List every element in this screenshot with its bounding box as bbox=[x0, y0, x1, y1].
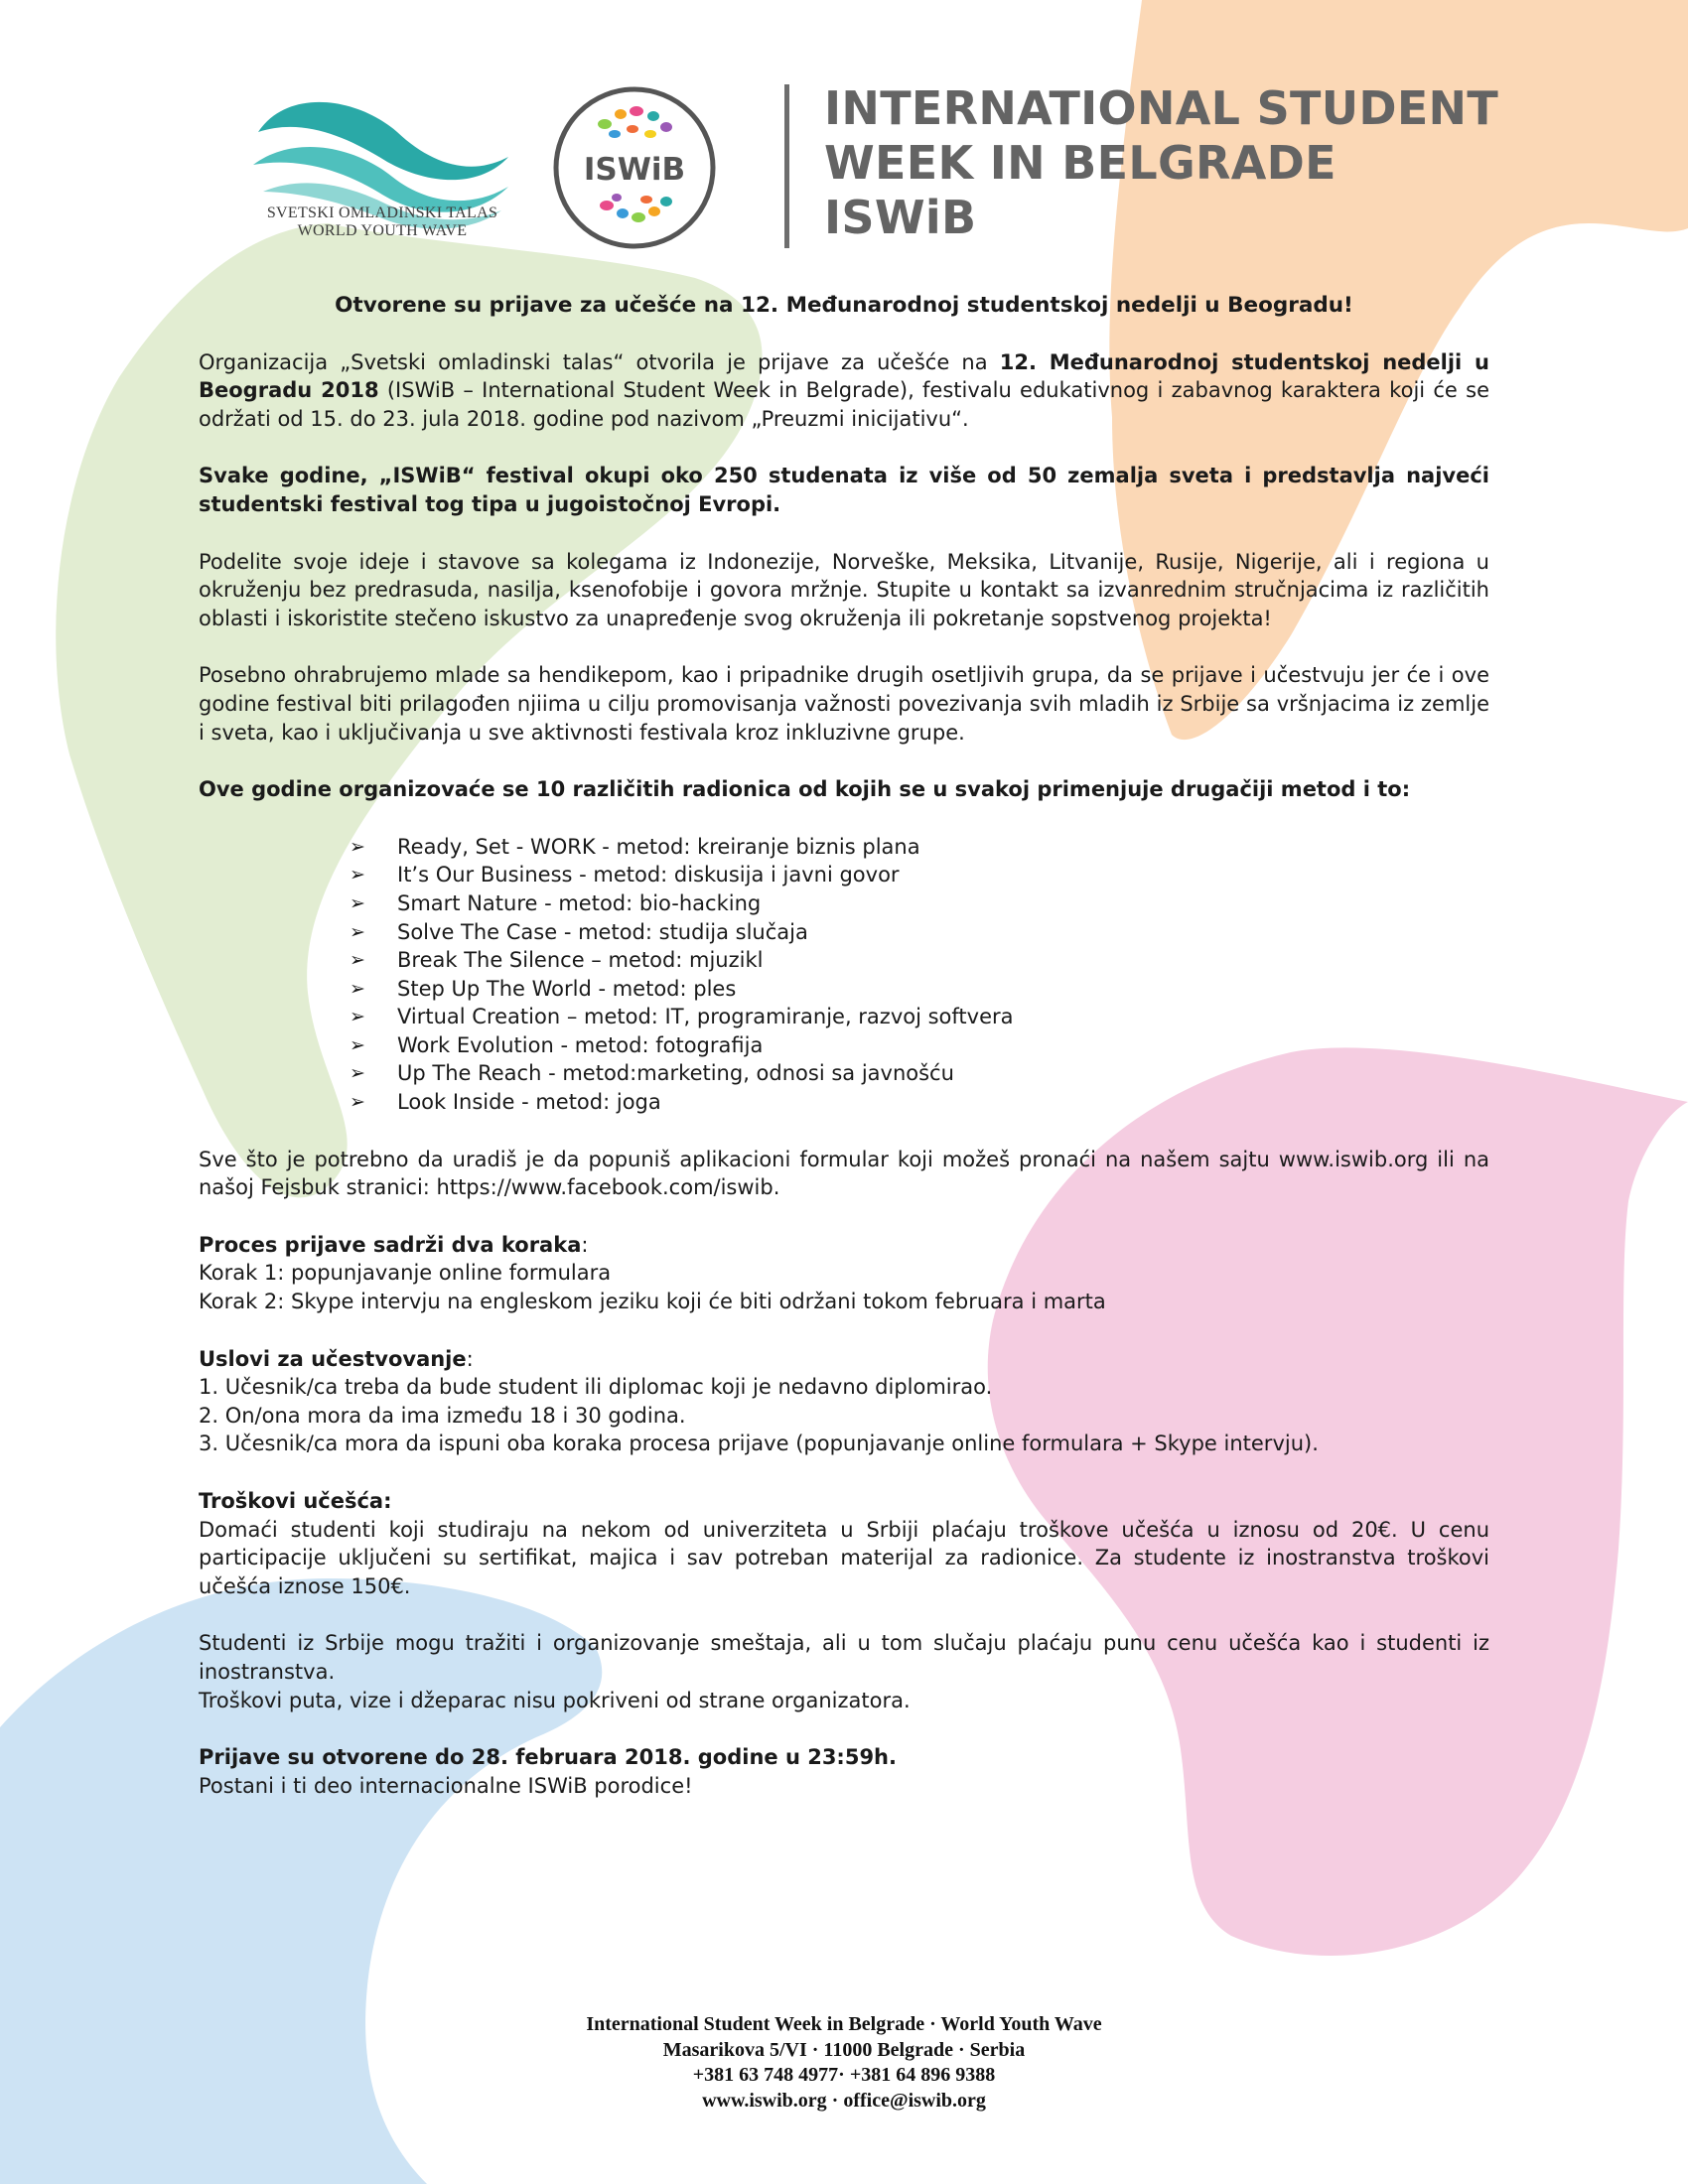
intro-part2: (ISWiB – International Student Week in Belgrade), festivalu edukativnog i zabavnog karaktera koji će se održati od 15. do 23. jula 2018. godine pod nazivom „Preuzmi inicijativu“. bbox=[199, 378, 1489, 431]
closing-line: Postani i ti deo internacionalne ISWiB porodice! bbox=[199, 1773, 693, 1798]
wave-caption-line1: SVETSKI OMLADINSKI TALAS bbox=[266, 205, 498, 221]
apply-paragraph: Sve što je potrebno da uradiš je da popuniš aplikacioni formular koji možeš pronaći na našem sajtu www.iswib.org ili na našoj Fejsbuk stranici: https://www.facebook.com/iswib. bbox=[199, 1147, 1489, 1200]
workshop-list bbox=[350, 833, 1489, 1117]
accommodation-paragraph: Studenti iz Srbije mogu tražiti i organizovanje smeštaja, ali u tom slučaju plaćaju punu cenu učešća kao i studenti iz inostranstva. bbox=[199, 1631, 1489, 1684]
list-item: ➢ It’s Our Business - metod: diskusija i javni govor bbox=[350, 861, 1489, 889]
inclusion-paragraph: Posebno ohrabrujemo mlade sa hendikepom, kao i pripadnike drugih osetljivih grupa, da se prijave i učestvuju jer će i ove godine festival biti prilagođen njiima u cilju promovisanja važnosti povezivanja svih mladih iz Srbije sa vršnjacima iz zemlje i sveta, kao i uključivanja u sve aktivnosti festivala kroz inkluzivne grupe. bbox=[199, 663, 1489, 745]
list-item: ➢ Break The Silence – metod: mjuzikl bbox=[350, 946, 1489, 975]
iswib-badge-logo bbox=[551, 84, 718, 251]
arrow-bullet-icon: ➢ bbox=[350, 1006, 365, 1028]
process-step-1: Korak 1: popunjavanje online formulara bbox=[199, 1261, 612, 1286]
list-item: ➢ Look Inside - metod: joga bbox=[350, 1088, 1489, 1117]
footer-address: Masarikova 5/VI · 11000 Belgrade · Serbia bbox=[662, 2038, 1026, 2061]
ideas-paragraph: Podelite svoje ideje i stavove sa kolegama iz Indonezije, Norveške, Meksika, Litvanije, Rusije, Nigerije, ali i regiona u okruženju bez predrasuda, nasilja, ksenofobije i govora mržnje. Stupite u kontakt sa izvanrednim stručnjacima iz različitih oblasti i iskoristite stečeno iskustvo za unapređenje svog okruženja ili pokretanje sopstvenog projekta! bbox=[199, 549, 1489, 630]
list-item: ➢ Step Up The World - metod: ples bbox=[350, 975, 1489, 1004]
list-item: ➢ Solve The Case - metod: studija slučaja bbox=[350, 918, 1489, 947]
footer-phones: +381 63 748 4977· +381 64 896 9388 bbox=[692, 2064, 996, 2086]
workshops-intro: Ove godine organizovaće se 10 različitih radionica od kojih se u svakoj primenjuje drugačiji metod i to: bbox=[199, 777, 1411, 802]
deadline-line: Prijave su otvorene do 28. februara 2018. godine u 23:59h. bbox=[199, 1745, 897, 1770]
footer-line1: International Student Week in Belgrade · World Youth Wave bbox=[586, 2013, 1102, 2035]
headline: Otvorene su prijave za učešće na 12. Međunarodnoj studentskoj nedelji u Beogradu! bbox=[335, 293, 1353, 318]
process-heading: Proces prijave sadrži dva koraka: bbox=[199, 1232, 589, 1257]
title-line2: WEEK IN BELGRADE bbox=[824, 136, 1336, 190]
header-divider bbox=[784, 84, 789, 248]
header-title bbox=[824, 81, 1498, 245]
condition-item: 3. Učesnik/ca mora da ispuni oba koraka procesa prijave (popunjavanje online formulara + Skype intervju). bbox=[199, 1432, 1319, 1456]
footer-web-email: www.iswib.org · office@iswib.org bbox=[702, 2089, 986, 2112]
arrow-bullet-icon: ➢ bbox=[350, 1091, 365, 1114]
intro-bold: 12. Međunarodnoj studentskoj nedelji u Beogradu 2018 bbox=[199, 349, 1489, 403]
wave-caption-line2: WORLD YOUTH WAVE bbox=[297, 222, 468, 239]
travel-costs-line: Troškovi puta, vize i džeparac nisu pokriveni od strane organizatora. bbox=[199, 1688, 911, 1712]
list-item: ➢ Smart Nature - metod: bio-hacking bbox=[350, 889, 1489, 918]
arrow-bullet-icon: ➢ bbox=[350, 1033, 365, 1056]
page-header bbox=[0, 0, 1688, 258]
condition-item: 2. On/ona mora da ima između 18 i 30 godina. bbox=[199, 1403, 686, 1428]
arrow-bullet-icon: ➢ bbox=[350, 920, 365, 943]
conditions-heading: Uslovi za učestvovanje: bbox=[199, 1346, 474, 1371]
arrow-bullet-icon: ➢ bbox=[350, 864, 365, 887]
world-youth-wave-caption bbox=[248, 205, 516, 240]
costs-paragraph: Domaći studenti koji studiraju na nekom od univerziteta u Srbiji plaćaju troškove učešća u iznosu od 20€. U cenu participacije uključeni su sertifikat, majica i sav potreban materijal za radionice. Za studente iz inostranstva troškovi učešća iznose 150€. bbox=[199, 1517, 1489, 1598]
list-item: ➢ Ready, Set - WORK - metod: kreiranje biznis plana bbox=[350, 833, 1489, 862]
costs-heading: Troškovi učešća: bbox=[199, 1489, 392, 1513]
arrow-bullet-icon: ➢ bbox=[350, 949, 365, 972]
arrow-bullet-icon: ➢ bbox=[350, 1062, 365, 1085]
list-item: ➢ Work Evolution - metod: fotografija bbox=[350, 1031, 1489, 1060]
condition-item: 1. Učesnik/ca treba da bude student ili diplomac koji je nedavno diplomirao. bbox=[199, 1375, 993, 1400]
arrow-bullet-icon: ➢ bbox=[350, 977, 365, 1000]
arrow-bullet-icon: ➢ bbox=[350, 835, 365, 858]
title-line1: INTERNATIONAL STUDENT bbox=[824, 81, 1499, 135]
list-item: ➢ Up The Reach - metod:marketing, odnosi sa javnošću bbox=[350, 1059, 1489, 1088]
process-step-2: Korak 2: Skype intervju na engleskom jeziku koji će biti održani tokom februara i marta bbox=[199, 1290, 1106, 1314]
highlight-paragraph: Svake godine, „ISWiB“ festival okupi oko 250 studenata iz više od 50 zemalja sveta i predstavlja najveći studentski festival tog tipa u jugoistočnoj Evropi. bbox=[199, 464, 1489, 516]
badge-label: ISWiB bbox=[583, 152, 686, 188]
intro-paragraph bbox=[199, 348, 1489, 434]
list-item: ➢ Virtual Creation – metod: IT, programiranje, razvoj softvera bbox=[350, 1003, 1489, 1031]
document-body bbox=[199, 292, 1489, 1800]
page-footer bbox=[0, 2012, 1688, 2114]
intro-part1: Organizacija „Svetski omladinski talas“ otvorila je prijave za učešće na bbox=[199, 349, 1000, 374]
title-line3: ISWiB bbox=[824, 191, 977, 244]
arrow-bullet-icon: ➢ bbox=[350, 891, 365, 914]
